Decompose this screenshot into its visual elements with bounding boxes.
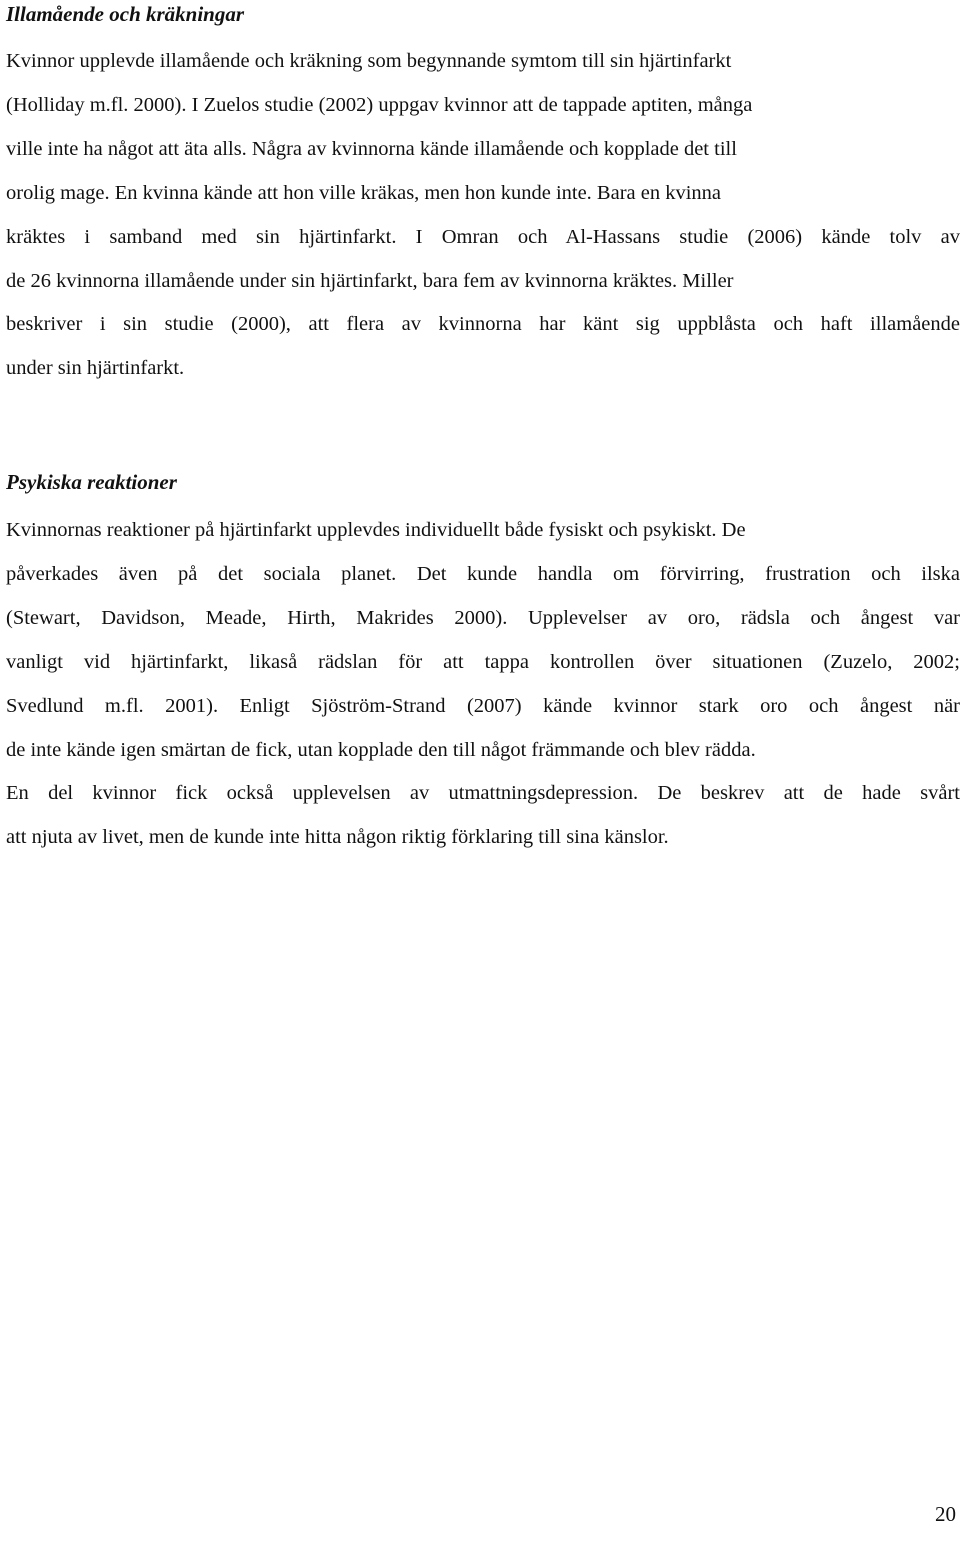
text-line: de inte kände igen smärtan de fick, utan kopplade den till något främmande och blev rädda.	[6, 738, 756, 761]
text-line: Kvinnor upplevde illamående och kräkning som begynnande symtom till sin hjärtinfarkt	[6, 50, 732, 72]
text-line: påverkades även på det sociala planet. Det kunde handla om förvirring, frustration och ilska	[6, 562, 960, 585]
text-line: vanligt vid hjärtinfarkt, likaså rädslan för att tappa kontrollen över situationen (Zuzelo, 2002;	[6, 650, 960, 673]
text-line: ville inte ha något att äta alls. Några av kvinnorna kände illamående och kopplade det till	[6, 137, 737, 160]
text-line: Kvinnornas reaktioner på hjärtinfarkt upplevdes individuellt både fysiskt och psykiskt. De	[6, 519, 746, 541]
paragraph-illamaende	[6, 40, 960, 391]
paragraph-psykiska-reaktioner	[6, 509, 960, 860]
text-line: Svedlund m.fl. 2001). Enligt Sjöström-Strand (2007) kände kvinnor stark oro och ångest när	[6, 694, 960, 717]
text-line: orolig mage. En kvinna kände att hon ville kräkas, men hon kunde inte. Bara en kvinna	[6, 181, 722, 204]
text-line: kräktes i samband med sin hjärtinfarkt. I Omran och Al-Hassans studie (2006) kände tolv av	[6, 225, 960, 248]
text-line: beskriver i sin studie (2000), att flera av kvinnorna har känt sig uppblåsta och haft illamående	[6, 313, 960, 336]
page-number: 20	[935, 1502, 956, 1526]
text-line: (Stewart, Davidson, Meade, Hirth, Makrides 2000). Upplevelser av oro, rädsla och ångest var	[6, 606, 960, 629]
section-heading-psykiska-reaktioner: Psykiska reaktioner	[6, 470, 177, 494]
text-line: att njuta av livet, men de kunde inte hitta någon riktig förklaring till sina känslor.	[6, 826, 669, 849]
text-line: En del kvinnor fick också upplevelsen av utmattningsdepression. De beskrev att de hade svårt	[6, 782, 960, 805]
text-line: de 26 kvinnorna illamående under sin hjärtinfarkt, bara fem av kvinnorna kräktes. Miller	[6, 269, 734, 292]
text-line: (Holliday m.fl. 2000). I Zuelos studie (2002) uppgav kvinnor att de tappade aptiten, många	[6, 93, 753, 116]
section-heading-illamaende: Illamående och kräkningar	[6, 2, 245, 26]
text-line: under sin hjärtinfarkt.	[6, 357, 185, 380]
